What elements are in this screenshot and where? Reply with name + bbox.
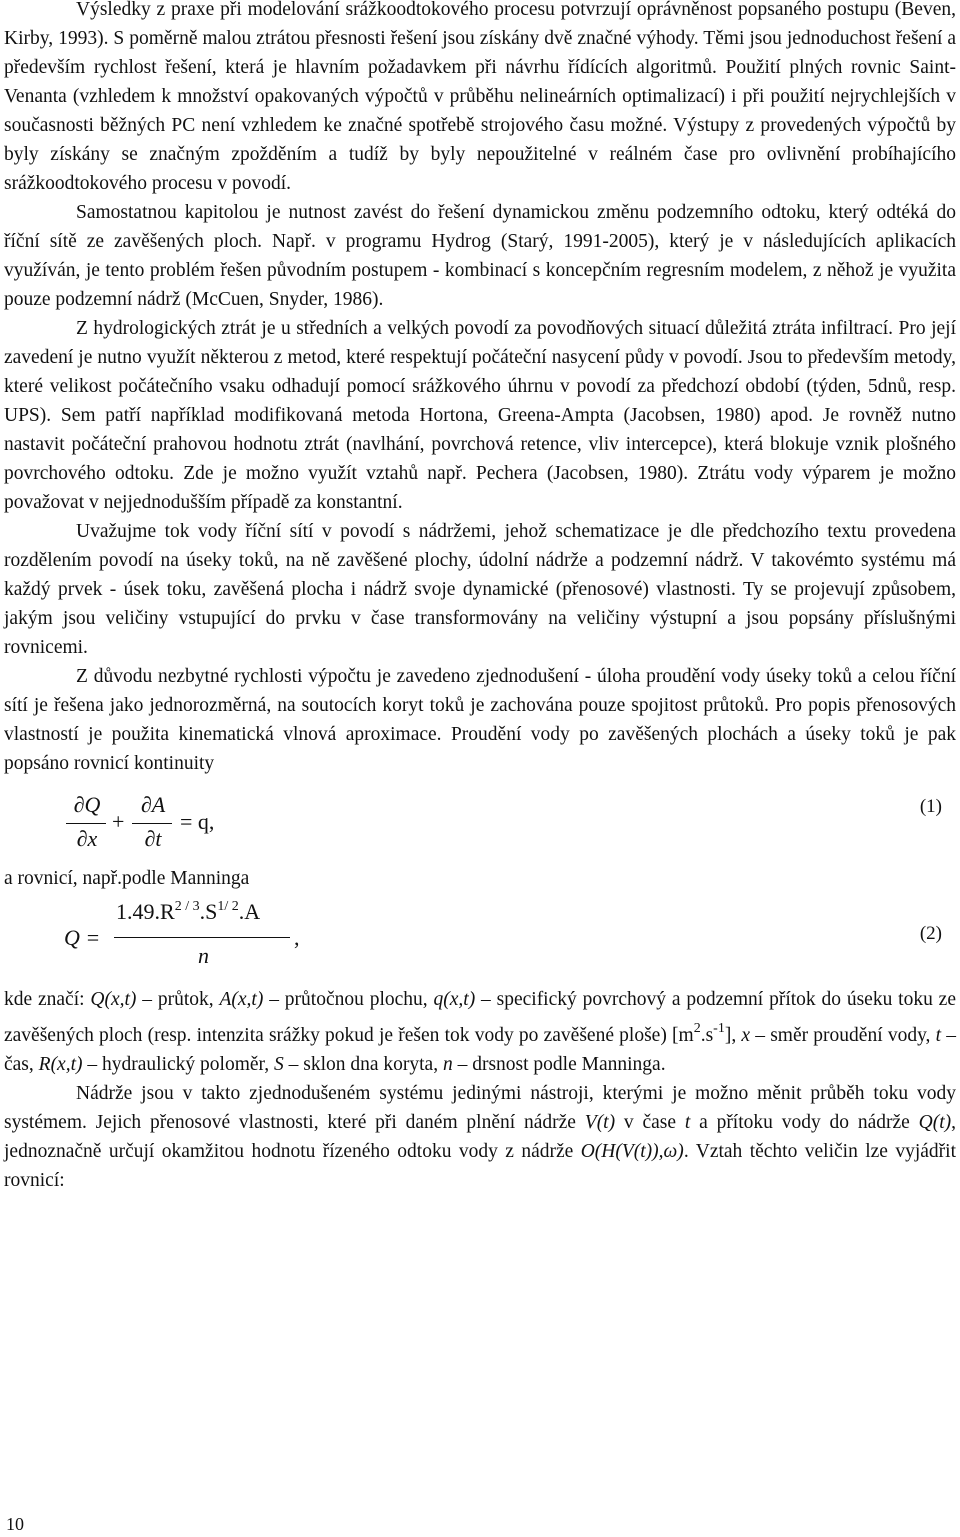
eq1-rhs: = q, <box>180 809 215 834</box>
equation-manning <box>4 895 956 985</box>
eq2-denominator: n <box>198 943 209 968</box>
eq1-fraction-bar-1 <box>66 823 106 824</box>
paragraph-river-network: Uvažujme tok vody říční sítí v povodí s nádržemi, jehož schematizace je dle předchozího textu provedena rozdělením povodí na úseky toků, na ně zavěšené plochy, údolní nádrže a podzemní nádrž. V takovémto systému má každý prvek - úsek toku, zavěšená plocha i nádrž svoje dynamické (přenosové) vlastnosti. Ty se projevují způsobem, jakým jsou veličiny vstupující do prvku v čase transformovány na veličiny výstupní a jsou popsány příslušnými rovnicemi. <box>4 521 956 658</box>
eq1-label: (1) <box>919 796 942 817</box>
eq2-comma: , <box>294 925 300 950</box>
eq1-numerator-a: ∂A <box>140 792 166 817</box>
page-number: 10 <box>6 1514 24 1534</box>
eq2-lhs: Q = <box>64 925 101 950</box>
eq2-fraction-bar <box>114 937 290 938</box>
eq1-denominator-x: ∂x <box>76 826 98 851</box>
paragraph-symbols: kde značí: Q(x,t) – průtok, A(x,t) – průtočnou plochu, q(x,t) – specifický povrchový a podzemní přítok do úseku toku ze zavěšených ploch (resp. intenzita srážky pokud je řešen tok vody po zavěšené ploše) $[m^2.s^{-1}]$, x – směr proudění vody, t – čas, R(x,t) – hydraulický poloměr, S – sklon dna koryta, n – drsnost podle Manninga. <box>4 989 956 1075</box>
equation-continuity <box>4 792 956 864</box>
paragraph-simplification: Z důvodu nezbytné rychlosti výpočtu je zavedeno zjednodušení - úloha proudění vody úseky toků a celou říční sítí je řešena jako jednorozměrná, na soutocích koryt toků je zachována pouze spojitost průtoků. Pro popis přenosových vlastností je použita kinematická vlnová aproximace. Proudění vody po zavěšených plochách a úseky toků je pak popsáno rovnicí kontinuity <box>4 666 956 774</box>
eq1-denominator-t: ∂t <box>144 826 162 851</box>
paragraph-reservoirs: Nádrže jsou v takto zjednodušeném systému jedinými nástroji, kterými je možno měnit průběh toku vody systémem. Jejich přenosové vlastnosti, které při daném plnění nádrže V(t) v čase t a přítoku vody do nádrže Q(t), jednoznačně určují okamžitou hodnotu řízeného odtoku vody z nádrže O(H(V(t)),ω). Vztah těchto veličin lze vyjádřit rovnicí: <box>4 1083 956 1191</box>
eq2-label: (2) <box>919 923 942 944</box>
paragraph-losses: Z hydrologických ztrát je u středních a velkých povodí za povodňových situací důležitá ztráta infiltrací. Pro její zavedení je nutno využít některou z metod, které respektují počáteční nasycení půdy v povodí. Jsou to především metody, které velikost počátečního vsaku odhadují pomocí srážkového úhrnu v povodí za předchozí období (týden, 5dnů, resp. UPS). Sem patří například modifikovaná metoda Hortona, Greena-Ampta (Jacobsen, 1980) apod. Je rovněž nutno nastavit počáteční prahovou hodnotu ztrát (navlhání, povrchová retence, vliv intercepce), která blokuje vznik plošného povrchového odtoku. Zde je možno využít vztahů např. Pechera (Jacobsen, 1980). Ztrátu vody výparem je možno považovat v nejjednodušším případě za konstantní. <box>4 318 956 513</box>
eq1-plus: + <box>112 809 125 834</box>
text-between-equations: a rovnicí, např.podle Manninga <box>4 868 250 889</box>
paragraph-groundwater: Samostatnou kapitolou je nutnost zavést do řešení dynamickou změnu podzemního odtoku, který odtéká do říční sítě ze zavěšených ploch. Např. v programu Hydrog (Starý, 1991-2005), který je v následujících aplikacích využíván, je tento problém řešen původním postupem - kombinací s koncepčním regresním modelem, z něhož je využita pouze podzemní nádrž (McCuen, Snyder, 1986). <box>4 202 956 310</box>
eq2-numerator: $1.49.R^{2 / 3}.S^{1/ 2}.A$ <box>116 899 261 924</box>
eq1-fraction-bar-2 <box>132 823 172 824</box>
eq1-numerator-q: ∂Q <box>73 792 101 817</box>
paragraph-results: Výsledky z praxe při modelování srážkoodtokového procesu potvrzují oprávněnost popsaného postupu (Beven, Kirby, 1993). S poměrně malou ztrátou přesnosti řešení jsou získány dvě značné výhody. Těmi jsou jednoduchost řešení a především rychlost řešení, která je hlavním požadavkem při návrhu řídících algoritmů. Použití plných rovnic Saint-Venanta (vzhledem k množství opakovaných výpočtů v průběhu nelineárních optimalizací) i při použití nejrychlejších v současnosti běžných PC není vzhledem ke značné spotřebě strojového času možné. Výstupy z provedených výpočtů by byly získány se značným zpožděním a tudíž by byly nepoužitelné v reálném čase pro ovlivnění probíhajícího srážkoodtokového procesu v povodí. <box>4 0 956 194</box>
document-page <box>4 0 956 1195</box>
